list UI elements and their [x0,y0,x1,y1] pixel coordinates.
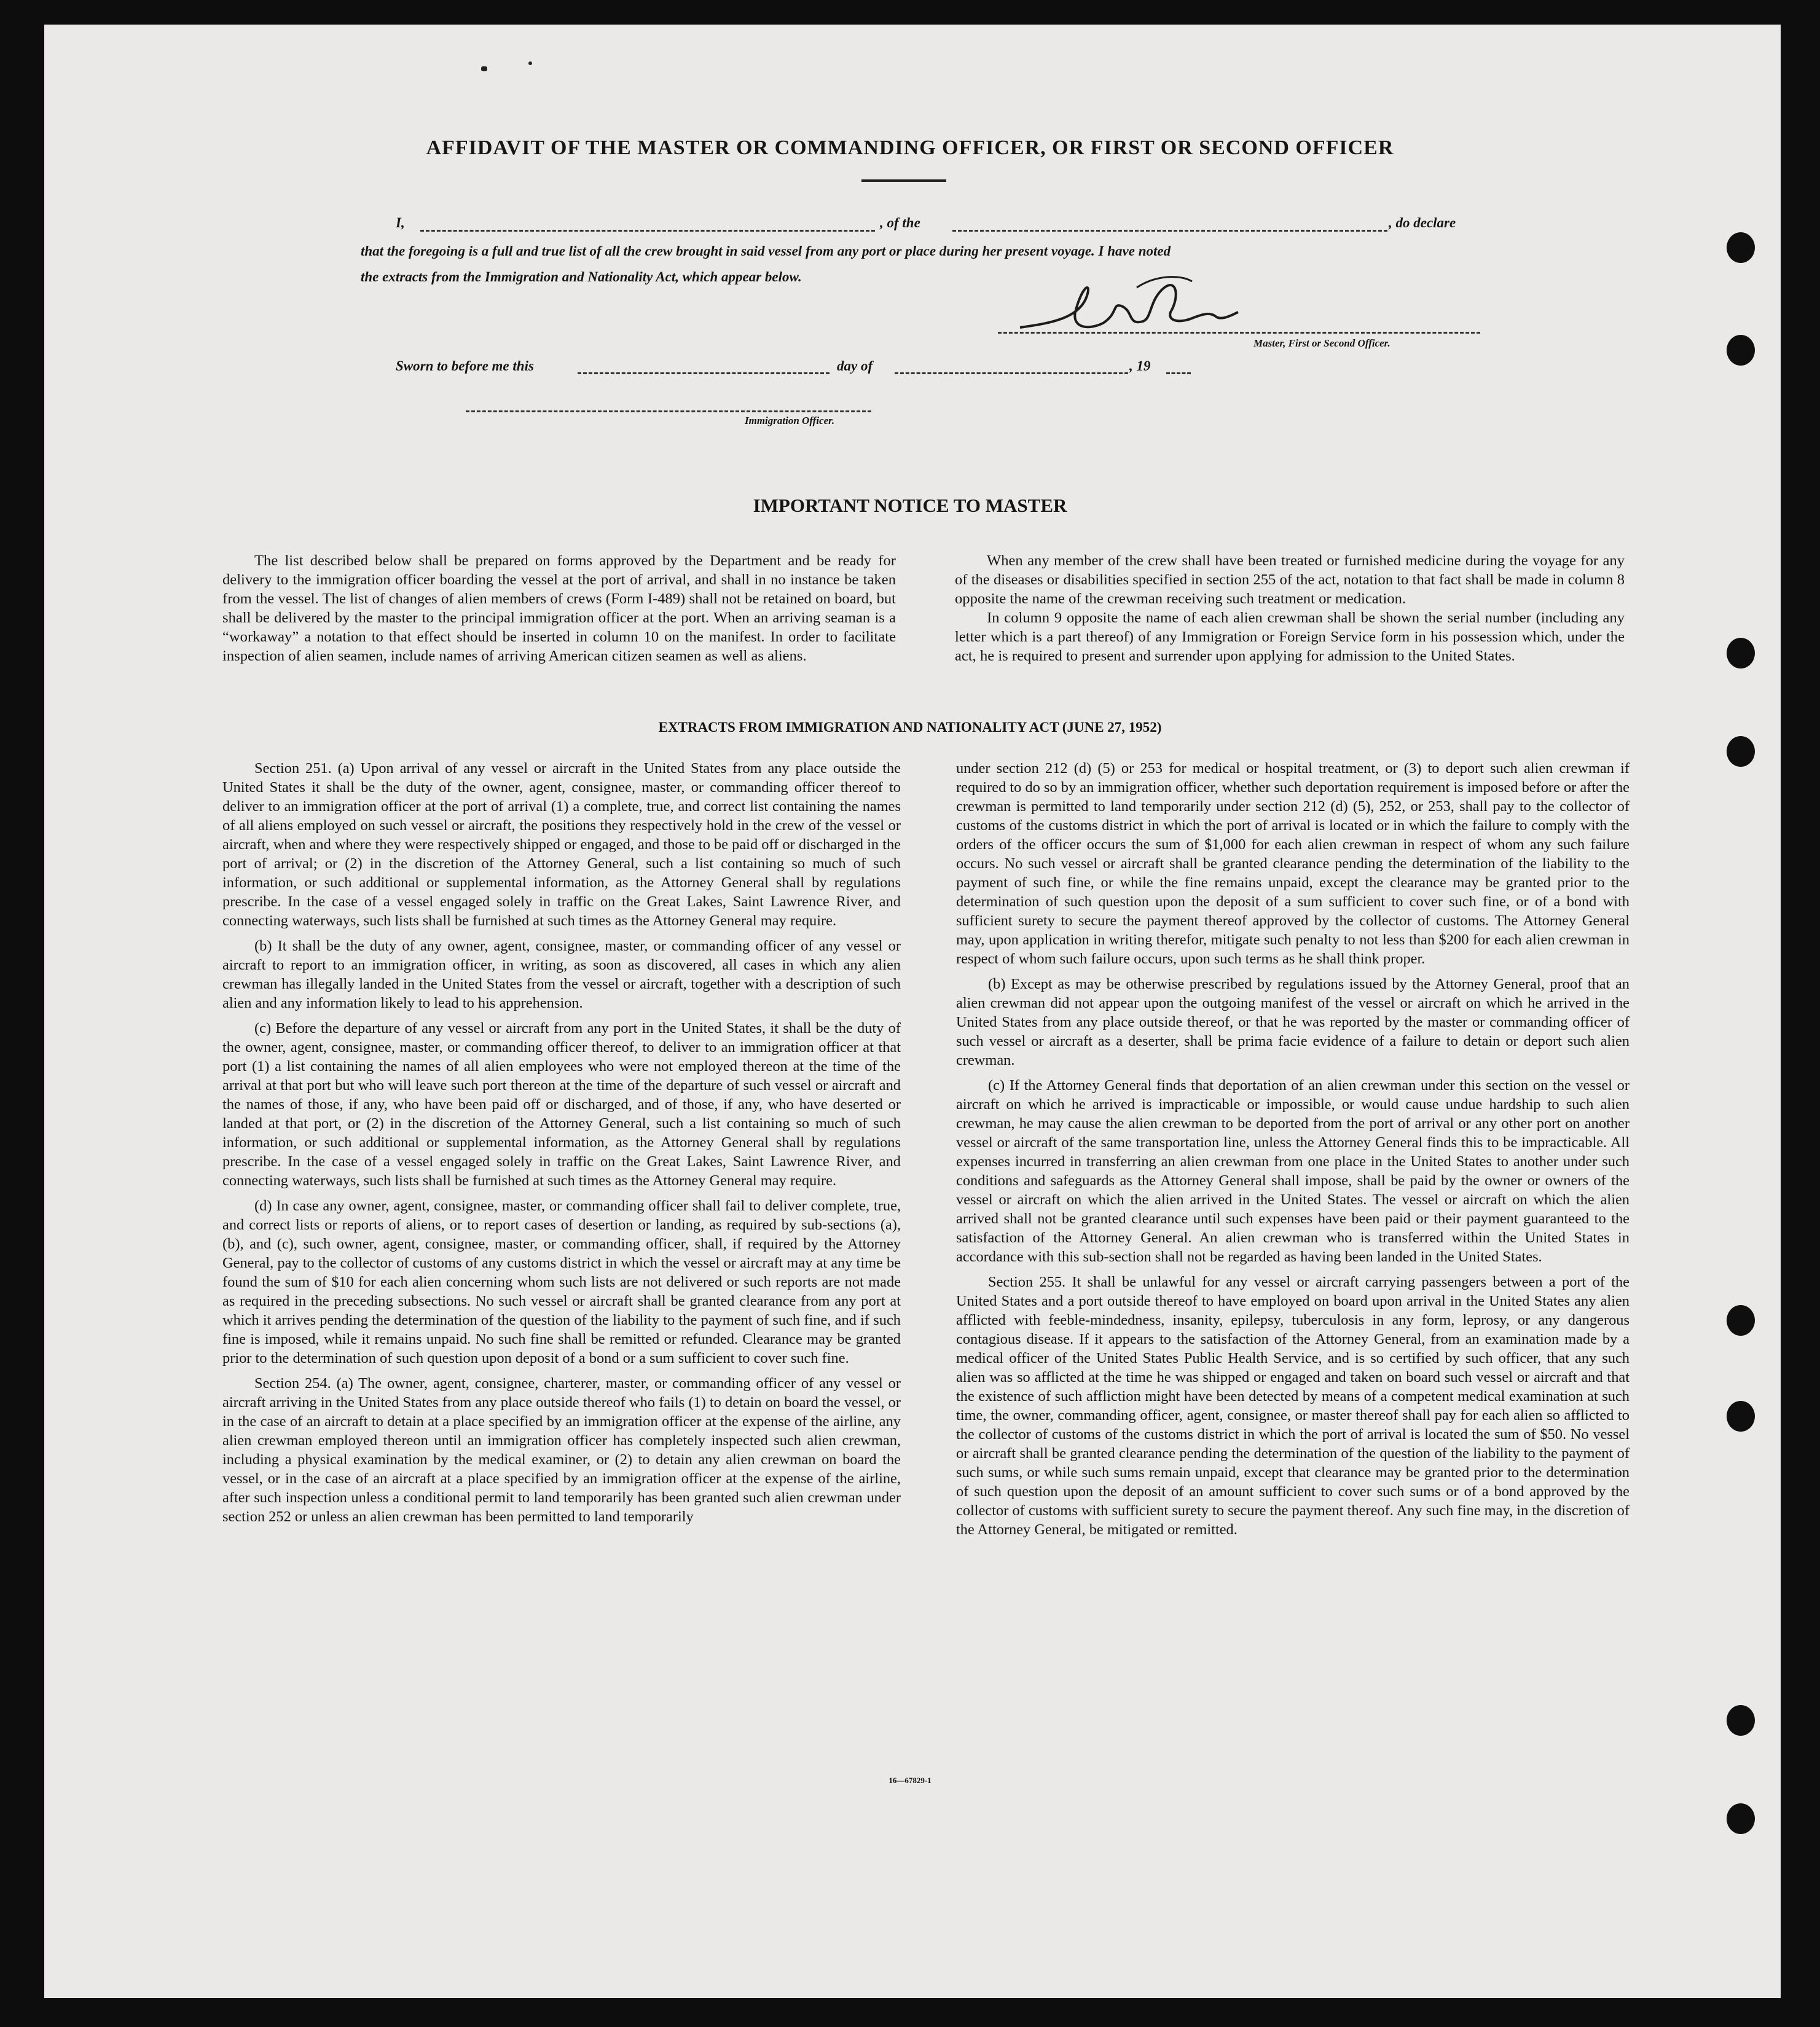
notice-left-column [222,551,896,665]
title-rule [861,179,946,182]
notice-paragraph: The list described below shall be prepared on forms approved by the Department and be ready for delivery to the immigration officer boarding the vessel at the port of arrival, and shall in no instance be taken from the vessel. The list of changes of alien members of crews (Form I-489) shall not be retained on board, but shall be delivered by the master to the principal immigration officer at the port. When an arriving seaman is a “workaway” a notation to that effect should be inserted in column 10 on the manifest. In order to facilitate inspection of alien seamen, include names of arriving American citizen seamen as well as aliens. [222,552,896,664]
binder-hole [1727,1705,1755,1736]
extracts-right-column [956,759,1630,1545]
sworn-prefix: Sworn to before me this [396,358,534,374]
notice-heading: IMPORTANT NOTICE TO MASTER [753,495,1067,516]
binder-hole [1727,1401,1755,1432]
binder-hole [1727,1803,1755,1834]
extract-paragraph: (c) If the Attorney General finds that deportation of an alien crewman under this section on the vessel or aircraft on which he arrived is impracticable or impossible, or would cause undue hardship to such alien crewman, he may cause the alien crewman to be deported from the port of arrival or any other port on another vessel or aircraft of the same transportation line, unless the Attorney General finds this to be impracticable. All expenses incurred in transferring an alien crewman from one place in the United States to another under such conditions and safeguards as the Attorney General shall impose, shall be paid by the owner or owners of the vessel or aircraft on which the alien arrived in the United States. The vessel or aircraft on which the alien arrived shall not be granted clearance until such expenses have been paid or their payment guaranteed to the satisfaction of the Attorney General. An alien crewman who is transferred within the United States in accordance with this sub-section shall not be regarded as having been landed in the United States. [956,1077,1630,1265]
affidavit-title: AFFIDAVIT OF THE MASTER OR COMMANDING OFFICER, OR FIRST OR SECOND OFFICER [426,136,1394,159]
extracts-heading: EXTRACTS FROM IMMIGRATION AND NATIONALITY ACT (JUNE 27, 1952) [658,719,1162,735]
notice-paragraph: In column 9 opposite the name of each alien crewman shall be shown the serial number (including any letter which is a part thereof) of any Immigration or Foreign Service form in his possession which, under the act, he is required to present and surrender upon applying for admission to the United States. [955,610,1625,664]
binder-hole [1727,736,1755,767]
vessel-name-field[interactable] [952,230,1387,232]
sworn-year-field[interactable] [1166,372,1191,374]
form-number: 16—67829-1 [888,1776,932,1785]
extract-paragraph: Section 255. It shall be unlawful for any vessel or aircraft carrying passengers between a port of the United States and a port outside thereof to have employed on board upon arrival in the United States any alien afflicted with feeble-mindedness, insanity, epilepsy, tuberculosis in any form, leprosy, or any dangerous contagious disease. If it appears to the satisfaction of the Attorney General, from an examination made by a medical officer of the United States Public Health Service, and is so certified by such officer, that any such alien was so afflicted at the time he was shipped or engaged and taken on board such vessel or aircraft and that the existence of such affliction might have been detected by means of a competent medical examination at such time, the owner, commanding officer, agent, consignee, or master thereof shall pay for each alien so afflicted to the collector of customs of the customs district in which the port of arrival is located the sum of $50. No vessel or aircraft shall be granted clearance pending the determination of the question of the liability to the payment of such sums, or while such sums remain unpaid, except that clearance may be granted prior to the determination of such question upon the deposit of an amount sufficient to cover such sums or of a bond approved by the collector of customs with sufficient surety to secure the payment thereof. Any such fine may, in the discretion of the Attorney General, be mitigated or remitted. [956,1274,1630,1538]
notice-paragraph: When any member of the crew shall have been treated or furnished medicine during the voyage for any of the diseases or disabilities specified in section 255 of the act, notation to that fact shall be made in column 8 opposite the name of the crewman receiving such treatment or medication. [955,552,1625,607]
master-caption: Master, First or Second Officer. [1253,337,1390,349]
declarant-prefix: I, [396,215,405,230]
sworn-month-field[interactable] [895,372,1128,374]
sworn-year-label: , 19 [1129,358,1151,374]
immigration-officer-caption: Immigration Officer. [745,415,835,426]
master-signature [995,269,1284,337]
extract-paragraph: Section 254. (a) The owner, agent, consignee, charterer, master, or commanding officer of any vessel or aircraft arriving in the United States from any place outside thereof who fails (1) to detain on board the vessel, or in the case of an aircraft to detain at a place specified by an immigration officer at the expense of the airline, any alien crewman employed thereon until an immigration officer has completely inspected such alien crewman, including a physical examination by the medical examiner, or (2) to detain any alien crewman on board the vessel, or in the case of an aircraft at a place specified by an immigration officer at the expense of the airline, after such inspection unless a conditional permit to land temporarily has been granted such alien crewman under section 252 or unless an alien crewman has been permitted to land temporarily [222,1375,901,1525]
sworn-day-field[interactable] [578,372,830,374]
of-the-label: , of the [880,215,920,230]
binder-hole [1727,638,1755,668]
ink-speck [528,61,532,65]
extract-paragraph: Section 251. (a) Upon arrival of any vessel or aircraft in the United States from any place outside the United States it shall be the duty of the owner, agent, consignee, master, or commanding officer thereof to deliver to an immigration officer at the port of arrival (1) a complete, true, and correct list containing the names of all aliens employed on such vessel or aircraft, the positions they respectively hold in the crew of the vessel or aircraft, when and where they were respectively shipped or engaged, and those to be paid off or discharged in the port of arrival; or (2) in the discretion of the Attorney General, such a list containing so much of such information, or such additional or supplemental information, as the Attorney General shall by regulations prescribe. In the case of a vessel engaged solely in traffic on the Great Lakes, Saint Lawrence River, and connecting waterways, such lists shall be furnished at such times as the Attorney General may require. [222,760,901,929]
binder-hole [1727,1305,1755,1336]
master-signature-line[interactable] [998,332,1480,334]
extract-paragraph: (d) In case any owner, agent, consignee, master, or commanding officer shall fail to deliver complete, true, and correct lists or reports of aliens, or to report cases of desertion or landing, as required by sub-sections (a), (b), and (c), such owner, agent, consignee, master, or commanding officer, shall, if required by the Attorney General, pay to the collector of customs of any customs district in which the vessel or aircraft may at any time be found the sum of $10 for each alien concerning whom such lists are not delivered or such reports are not made as required in the preceding subsections. No such vessel or aircraft shall be granted clearance from any port at which it arrives pending the determination of the question of the liability to the payment of such fine, and if such fine is imposed, while it remains unpaid. No such fine shall be remitted or refunded. Clearance may be granted prior to the determination of such question upon deposit of a bond or a sum sufficient to cover such fine. [222,1198,901,1366]
ink-speck [481,66,487,71]
extract-paragraph: under section 212 (d) (5) or 253 for medical or hospital treatment, or (3) to deport such alien crewman if required to do so by an immigration officer, whether such deportation requirement is imposed before or after the crewman is permitted to land temporarily under section 212 (d) (5), 252, or 253, shall pay to the collector of customs of the customs district in which the port of arrival is located or in which the failure to comply with the orders of the officer occurs the sum of $1,000 for each alien crewman in respect of whom any such failure occurs. No such vessel or aircraft shall be granted clearance pending the determination of the liability to the payment of such fine, or while the fine remains unpaid, except the clearance may be granted prior to the determination of such question upon the deposit of a sum sufficient to cover such fine, or of a bond with sufficient surety to secure the payment thereof approved by the collector of customs. The Attorney General may, upon application in writing therefor, mitigate such penalty to not less than $200 for each alien crewman in respect of whom such failure occurs, upon such terms as he shall think proper. [956,760,1630,967]
extracts-left-column [222,759,901,1532]
do-declare-label: , do declare [1389,215,1456,230]
extract-paragraph: (c) Before the departure of any vessel or aircraft from any port in the United States, it shall be the duty of the owner, agent, consignee, master, or commanding officer thereof, to deliver to an immigration officer at that port (1) a list containing the names of all alien employees who were not employed thereon at the time of the arrival at that port but who will leave such port thereon at the time of the departure of such vessel or aircraft and the names of those, if any, who have been paid off or discharged, and of those, if any, who have deserted or landed at that port, or (2) in the discretion of the Attorney General, such a list containing so much of such information, or such additional or supplemental information, as the Attorney General shall by regulations prescribe. In the case of a vessel engaged solely in traffic on the Great Lakes, Saint Lawrence River, and connecting waterways, such lists shall be furnished at such times as the Attorney General may require. [222,1020,901,1189]
declaration-line-3: the extracts from the Immigration and Nationality Act, which appear below. [361,269,802,284]
extract-paragraph: (b) It shall be the duty of any owner, agent, consignee, master, or commanding officer of any vessel or aircraft to report to an immigration officer, in writing, as soon as discovered, all cases in which any alien crewman has illegally landed in the United States from the vessel or aircraft, together with a description of such alien and any information likely to lead to his apprehension. [222,938,901,1011]
binder-hole [1727,335,1755,366]
notice-right-column [955,551,1625,665]
binder-hole [1727,232,1755,263]
sworn-day-of-label: day of [837,358,873,374]
immigration-officer-signature-line[interactable] [466,410,871,412]
extract-paragraph: (b) Except as may be otherwise prescribed by regulations issued by the Attorney General, proof that an alien crewman did not appear upon the outgoing manifest of the vessel or aircraft on which he arrived in the United States from any place outside thereof, or that he was reported by the master or commanding officer of such vessel or aircraft as a deserter, shall be prima facie evidence of a failure to detain or deport such alien crewman. [956,976,1630,1068]
declaration-line-2: that the foregoing is a full and true list of all the crew brought in said vessel from any port or place during her present voyage. I have noted [361,243,1171,259]
declarant-name-field[interactable] [420,230,875,232]
